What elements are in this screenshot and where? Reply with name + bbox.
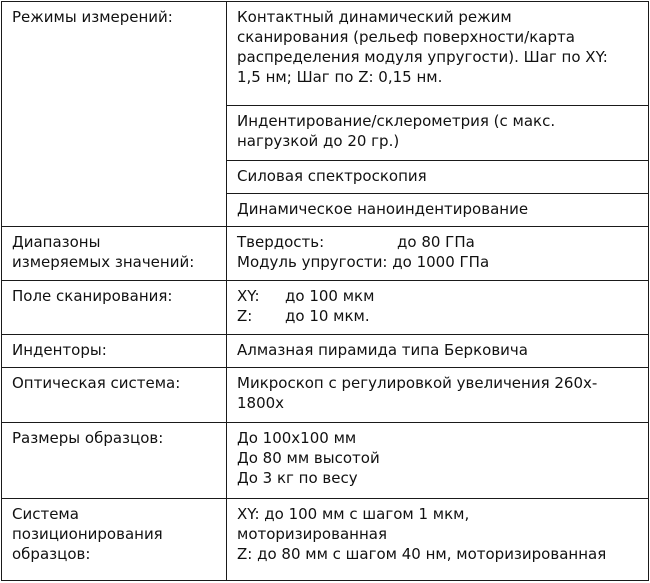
mode-force-spectroscopy: Силовая спектроскопия bbox=[227, 161, 649, 194]
row-label-measured-ranges: Диапазоны измеряемых значений: bbox=[2, 227, 227, 281]
row-label-sample-sizes: Размеры образцов: bbox=[2, 423, 227, 499]
scan-z-value: до 10 мкм. bbox=[285, 307, 370, 325]
mode-dynamic-nanoindentation: Динамическое наноиндентирование bbox=[227, 194, 649, 227]
row-label-indenters: Инденторы: bbox=[2, 335, 227, 368]
scan-xy-value: до 100 мкм bbox=[285, 287, 375, 305]
table-row bbox=[2, 2, 649, 106]
table-row bbox=[2, 499, 649, 581]
measured-ranges-value bbox=[227, 227, 649, 281]
hardness-key: Твердость: bbox=[237, 233, 325, 251]
scan-xy-key: XY: bbox=[237, 287, 260, 305]
positioning-system-value: XY: до 100 мм с шагом 1 мкм, моторизированная Z: до 80 мм с шагом 40 нм, моторизированная bbox=[227, 499, 649, 581]
mode-indentation-sclerometry: Индентирование/склерометрия (с макс. нагрузкой до 20 гр.) bbox=[227, 106, 649, 161]
indenters-value: Алмазная пирамида типа Берковича bbox=[227, 335, 649, 368]
table-row bbox=[2, 335, 649, 368]
mode-contact-dynamic-scanning: Контактный динамический режим сканирования (рельеф поверхности/карта распределения модуля упругости). Шаг по XY: 1,5 нм; Шаг по Z: 0,15 нм. bbox=[227, 2, 649, 106]
scan-z-key: Z: bbox=[237, 307, 253, 325]
scan-field-value bbox=[227, 281, 649, 335]
hardness-value: до 80 ГПа bbox=[397, 233, 475, 251]
table-row bbox=[2, 423, 649, 499]
modulus-line: Модуль упругости: до 1000 ГПа bbox=[237, 253, 490, 271]
table-row bbox=[2, 368, 649, 423]
row-label-scan-field: Поле сканирования: bbox=[2, 281, 227, 335]
optical-system-value: Микроскоп с регулировкой увеличения 260х- 1800х bbox=[227, 368, 649, 423]
row-label-measurement-modes: Режимы измерений: bbox=[2, 2, 227, 227]
table-row bbox=[2, 227, 649, 281]
table-row bbox=[2, 281, 649, 335]
specifications-table bbox=[1, 1, 649, 581]
row-label-optical-system: Оптическая система: bbox=[2, 368, 227, 423]
row-label-positioning-system: Система позиционирования образцов: bbox=[2, 499, 227, 581]
sample-sizes-value: До 100х100 мм До 80 мм высотой До 3 кг по весу bbox=[227, 423, 649, 499]
